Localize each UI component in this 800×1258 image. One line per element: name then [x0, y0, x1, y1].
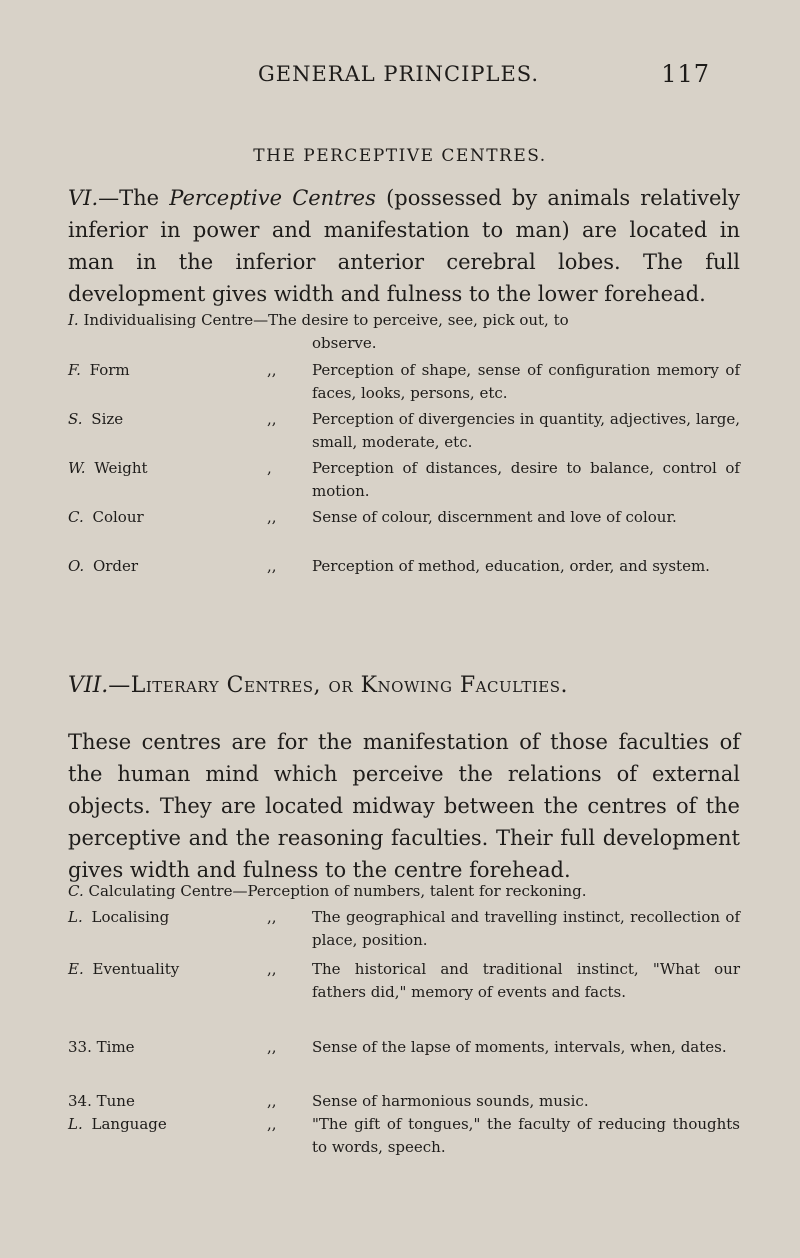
entry-form: F. Form ,, Perception of shape, sense of configuration memory of faces, looks, persons, etc. — [68, 361, 740, 402]
paragraph-literary: These centres are for the manifestation of those faculties of the human mind which perceive the relations of external objects. They are located midway between the centres of the perceptive and the reasoning faculties. Their full development gives width and fulness to the centre forehead. — [68, 730, 740, 882]
running-head-title: GENERAL PRINCIPLES. — [258, 62, 540, 86]
entry-size: S. Size ,, Perception of divergencies in quantity, adjectives, large, small, moderate, etc. — [68, 410, 740, 451]
entry-individualising: I. Individualising Centre—The desire to perceive, see, pick out, to observe. — [68, 311, 569, 352]
entry-language: L. Language ,, "The gift of tongues," the faculty of reducing thoughts to words, speech. — [68, 1115, 740, 1156]
paragraph-perceptive: VI.—The Perceptive Centres (possessed by animals relatively inferior in power and manifestation to man) are located in man in the inferior anterior cerebral lobes. The full development gives width and fulness to the lower forehead. — [68, 186, 740, 306]
page-number: 117 — [661, 60, 710, 88]
section-heading-perceptive: THE PERCEPTIVE CENTRES. — [253, 146, 547, 166]
section-numeral: VI. — [68, 186, 99, 210]
entry-localising: L. Localising ,, The geographical and travelling instinct, recollection of place, position. — [68, 908, 740, 949]
term-perceptive-centres: Perceptive Centres — [169, 186, 376, 210]
entry-order: O. Order ,, Perception of method, education, order, and system. — [68, 557, 710, 575]
entry-colour: C. Colour ,, Sense of colour, discernment and love of colour. — [68, 508, 677, 526]
section-heading-literary: VII.—Literary Centres, or Knowing Faculties. — [68, 673, 569, 698]
entry-calculating: C. Calculating Centre—Perception of numbers, talent for reckoning. — [68, 882, 587, 900]
entry-eventuality: E. Eventuality ,, The historical and traditional instinct, "What our fathers did," memory of events and facts. — [68, 960, 740, 1001]
entry-tune: 34. Tune ,, Sense of harmonious sounds, music. — [68, 1092, 589, 1110]
entry-time: 33. Time ,, Sense of the lapse of moments, intervals, when, dates. — [68, 1038, 727, 1056]
entry-weight: W. Weight , Perception of distances, desire to balance, control of motion. — [68, 459, 740, 500]
running-head — [258, 62, 710, 86]
